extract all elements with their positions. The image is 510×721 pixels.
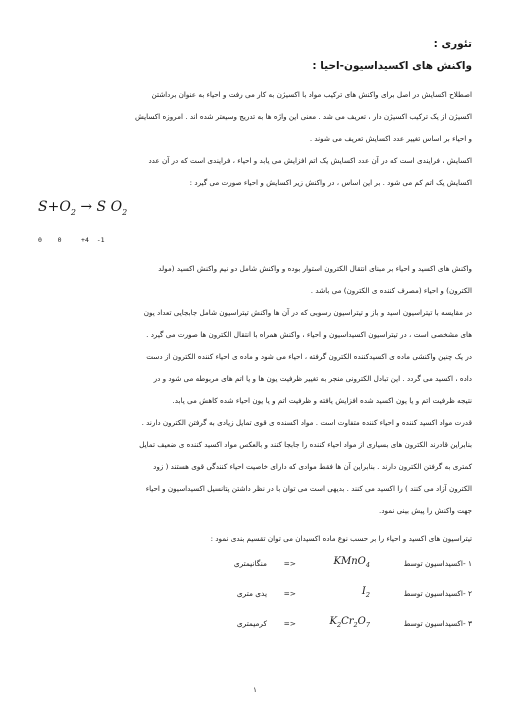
method-arrow: => [283,589,296,598]
text-line: اکسایش یک اتم کم می شود . بر این اساس ، در واکنش زیر اکسایش و احیاء صورت می گیرد : [189,178,472,187]
paragraph-oxidation [38,150,472,194]
paragraph-classification: تیتراسیون های اکسید و احیاء را بر حسب نوع ماده اکسیدان می توان تقسیم بندی نمود : [210,534,472,543]
method-row [150,556,472,574]
method-formula: $I_2$ [361,586,370,599]
text-line: نتیجه ظرفیت اتم و یا یون اکسید شده افزایش یافته و ظرفیت اتم و یا یون احیاء شده کاهش می یابد. [172,396,472,405]
text-line: الکترون آزاد می کنند ) را اکسید می کنند . بدیهی است می توان با در نظر داشتن پتانسیل اکسیداسیون و احیاء [145,484,472,493]
text-line: کمتری به گرفتن الکترون دارند . بنابراین آن ها فقط موادی که دارای خاصیت احیاء کنندگی قوی هستند ( زود [153,462,472,471]
page-number: ۱ [253,686,257,694]
subsection-title: واکنش های اکسیداسیون-احیا : [312,60,472,72]
section-title: تئوری : [433,38,472,50]
method-row [150,586,472,604]
paragraph-strength [38,412,472,522]
method-formula: KMnO$_4$ [333,556,370,569]
paragraph-redox [38,258,472,302]
method-title: ۱ -اکسیداسیون توسط [403,559,472,568]
method-formula: $K_2Cr_2O_7$ [329,616,370,629]
text-line: و احیاء بر اساس تغییر عدد اکسایش تعریف می شوند . [309,134,472,143]
text-line: داده ، اکسید می گردد . این تبادل الکترونی منجر به تغییر ظرفیت یون ها و یا اتم های مربوطه می شود و در [153,374,472,383]
method-arrow: => [283,619,296,628]
method-name: منگانیمتری [233,559,267,568]
paragraph-titration [38,302,472,412]
method-arrow: => [283,559,296,568]
text-line: قدرت مواد اکسید کننده و احیاء کننده متفاوت است . مواد اکسنده ی قوی تمایل زیادی به گرفتن الکترون دارند . [141,418,472,427]
text-line: در مقایسه با تیتراسیون اسید و باز و تیتراسیون رسوبی که در آن ها واکنش تیتراسیون شامل جابجایی تعداد یون [143,308,472,317]
method-name: یدی متری [236,589,267,598]
method-name: کرمیمتری [236,619,267,628]
paragraph-definition [38,84,472,150]
text-line: های مشخصی است ، در تیتراسیون اکسیداسیون و احیاء ، واکنش همراه با انتقال الکترون ها صورت می گیرد . [146,330,472,339]
oxidation-numbers: 0 0 +4 -1 [38,236,105,244]
text-line: اکسیژن از یک ترکیب اکسیژن دار ، تعریف می شد . معنی این واژه ها به تدریج وسیعتر شده اند . امروزه اکسایش [134,112,472,121]
text-line: اکسایش ، فرایندی است که در آن عدد اکسایش یک اتم افزایش می یابد و احیاء ، فرایندی است که در آن عدد [148,156,472,165]
text-line: بنابراین قادرند الکترون های بسیاری از مواد احیاء کننده را جابجا کنند و بالعکس مواد اکسید کننده ی ضعیف تمایل [139,440,472,449]
reaction-equation: $S+O_2 \to S$ $O_2$ [38,199,128,217]
method-row [150,616,472,634]
method-title: ۳ -اکسیداسیون توسط [403,619,472,628]
text-line: الکترون) و احیاء (مصرف کننده ی الکترون) می باشد . [310,286,472,295]
text-line: اصطلاح اکسایش در اصل برای واکنش های ترکیب مواد با اکسیژن به کار می رفت و احیاء به عنوان برداشتن [151,90,472,99]
text-line: جهت واکنش را پیش بینی نمود. [379,506,472,515]
text-line: واکنش های اکسید و احیاء بر مبنای انتقال الکترون استوار بوده و واکنش شامل دو نیم واکنش اکسید (مولد [158,264,472,273]
text-line: در یک چنین واکنشی ماده ی اکسیدکننده الکترون گرفته ، احیاء می شود و ماده ی احیاء کننده الکترون از دست [146,352,472,361]
method-title: ۲ -اکسیداسیون توسط [403,589,472,598]
